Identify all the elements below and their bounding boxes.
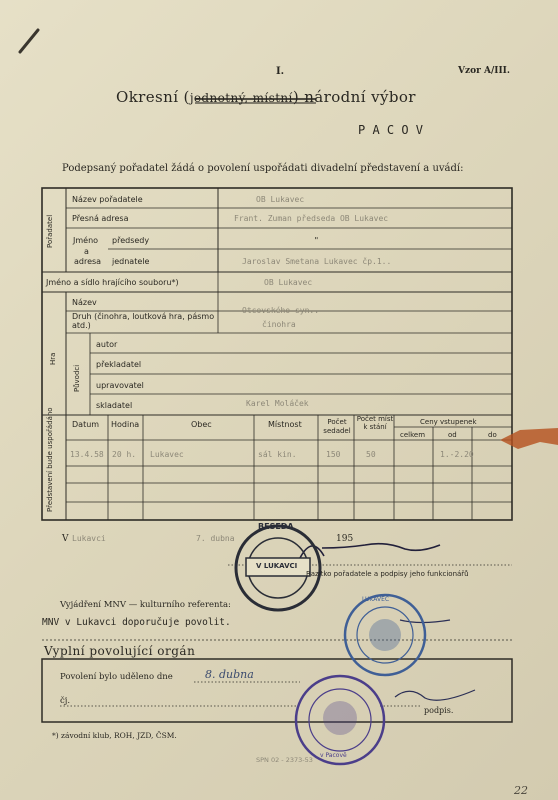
beseda-stamp-center: V LUKAVCI [256,562,298,570]
mnv-stamp [345,595,425,675]
date-value: 7. dubna [196,534,235,543]
approval-granted-value: 8. dubna [205,668,254,681]
perf-standing: 50 [366,450,376,459]
signature-label: Razítko pořadatele a podpisy jeho funkcionářů [306,570,469,578]
approval-number-label: čj. [60,696,71,706]
col-standing: Počet míst k stání [356,415,394,431]
beseda-stamp-text: BESEDA [258,522,294,531]
organizer-address-value: Frant. Zuman předseda OB Lukavec [234,214,389,223]
chair-label: předsedy [112,236,150,245]
col-price-from: od [448,431,457,439]
col-price-total: celkem [400,431,426,439]
corner-note: 22 [514,784,528,797]
approval-heading: Vyplní povolující orgán [44,644,196,658]
jednatel-label: jednatele [112,257,150,266]
play-name-label: Název [72,298,97,307]
print-code: SPN 02 - 2373-53 [256,756,313,764]
name-address-label-2: a [84,247,89,256]
col-prices: Ceny vstupenek [420,418,477,426]
jednatel-value: Jaroslav Smetana Lukavec čp.1.. [242,257,392,266]
col-price-to: do [488,431,497,439]
ensemble-value: OB Lukavec [264,278,313,287]
author-label: autor [96,340,118,349]
name-address-label-3: adresa [74,257,102,266]
chair-value: " [314,236,319,245]
translator-label: překladatel [96,360,142,369]
title-suffix: ) národní výbor [292,88,416,106]
ensemble-label: Jméno a sídlo hrajícího souboru*) [46,278,179,287]
approval-sign-label: podpis. [424,706,454,715]
col-seats: Počet sedadel [323,418,351,435]
play-type-value: činohra [262,320,296,329]
name-address-label-1: Jméno [73,236,99,245]
onv-stamp [296,676,384,764]
page-number: I. [276,66,285,77]
place-value: Lukavci [72,534,106,543]
perf-price: 1.-2.20 [440,450,474,459]
play-type-label: Druh (činohra, loutková hra, pásmo atd.) [72,312,215,330]
form-code: Vzor A/III. [458,66,511,76]
approval-granted-label: Povolení bylo uděleno dne [60,672,173,682]
place-prefix: V [62,534,69,544]
perf-place: Lukavec [150,450,184,459]
col-hodina: Hodina [111,420,140,429]
perf-seats: 150 [326,450,341,459]
organizer-section-label: Pořadatel [46,214,54,248]
perf-room: sál kin. [258,450,297,459]
referent-text: MNV v Lukavci doporučuje povolit. [42,617,231,628]
footnote: *) závodní klub, ROH, JZD, ČSM. [52,731,177,740]
col-datum: Datum [72,420,100,429]
mnv-stamp-text: LUKAVEC [362,596,390,603]
col-obec: Obec [191,420,212,429]
form-title [116,88,416,106]
play-name-value: Otcovského syn.. [242,306,320,315]
title-struck-word: jednotný, místní [189,91,293,105]
district-name: P A C O V [358,123,424,137]
origin-section-label: Původci [73,364,81,392]
organizer-name-label: Název pořadatele [72,195,143,204]
perf-date: 13.4.58 [70,450,104,459]
intro-text: Podepsaný pořadatel žádá o povolení uspořádati divadelní představení a uvádí: [62,163,464,174]
perf-hour: 20 h. [112,450,137,459]
onv-stamp-text: v Pacově [320,752,347,759]
performance-section-label: Představení bude uspořádáno [46,407,54,512]
organizer-address-label: Přesná adresa [72,214,129,223]
adapter-label: upravovatel [96,381,144,390]
referent-label: Vyjádření MNV — kulturního referenta: [60,600,231,610]
year-prefix: 195 [336,534,354,544]
title-prefix: Okresní ( [116,88,190,106]
organizer-name-value: OB Lukavec [256,195,305,204]
col-mistnost: Místnost [268,420,302,429]
play-section-label: Hra [49,352,57,365]
composer-label: skladatel [96,401,133,410]
composer-value: Karel Moláček [246,399,309,408]
